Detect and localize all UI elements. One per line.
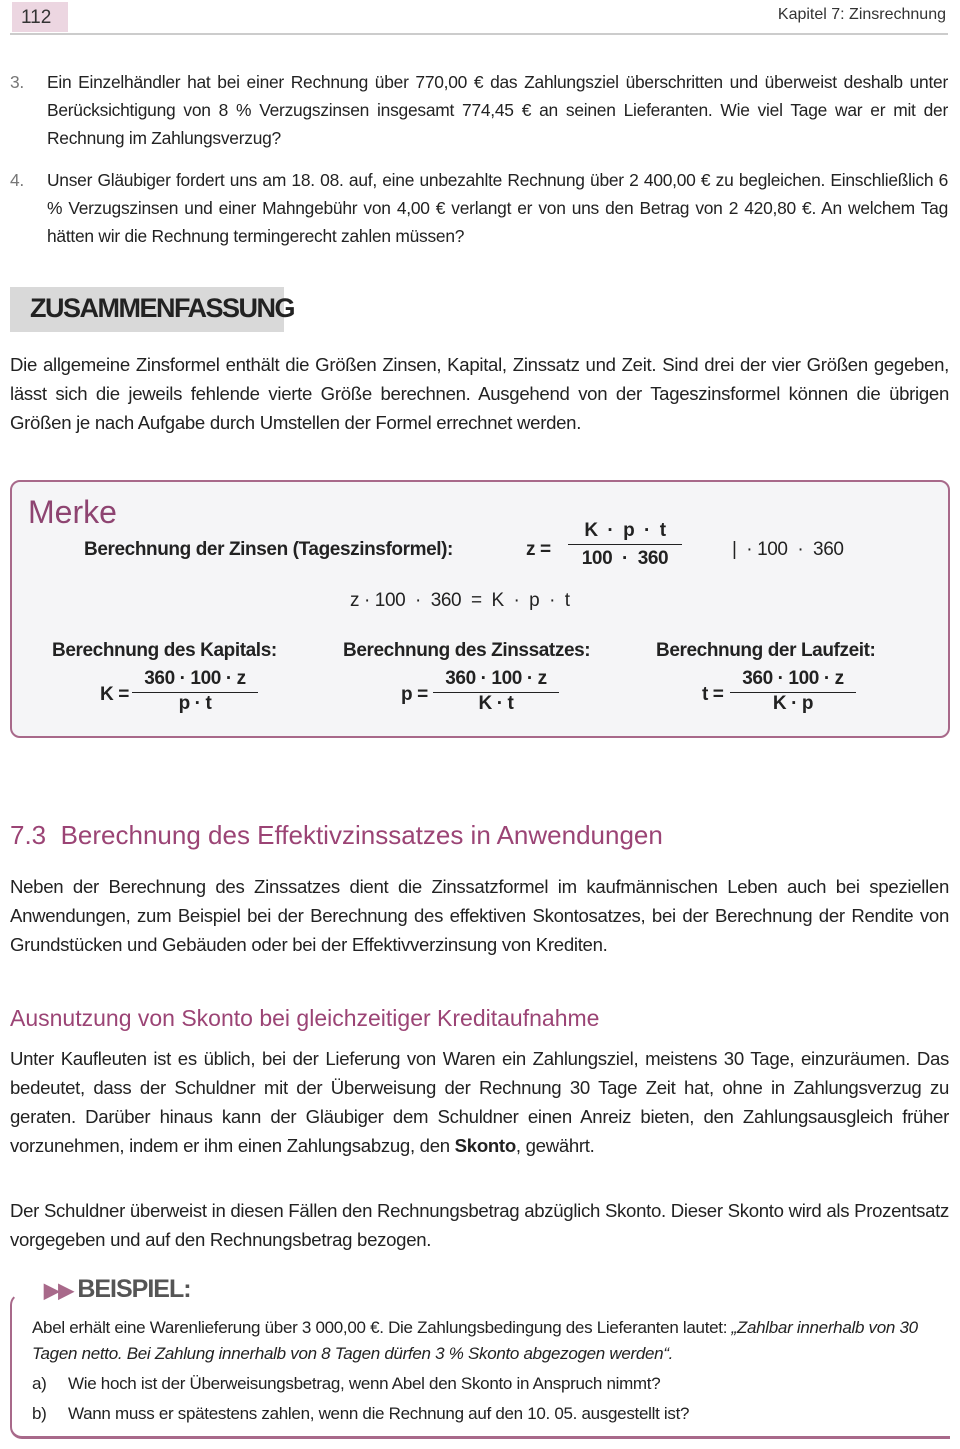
merke-title: Merke bbox=[28, 494, 117, 530]
beispiel-box bbox=[10, 1275, 950, 1442]
chapter-title: Kapitel 7: Zinsrechnung bbox=[777, 6, 946, 23]
zinsen-label: Berechnung der Zinsen (Tageszinsformel): bbox=[84, 539, 453, 560]
fraction-numerator: 360 · 100 · z bbox=[730, 668, 856, 693]
question-a bbox=[32, 1371, 952, 1397]
laufzeit-label: Berechnung der Laufzeit: bbox=[656, 640, 876, 661]
header-divider bbox=[10, 33, 948, 35]
question-label: b) bbox=[32, 1404, 47, 1423]
section-heading: 7.3 Berechnung des Effektivzinssatzes in Anwendungen bbox=[10, 820, 663, 850]
beispiel-title bbox=[38, 1275, 197, 1304]
task-number: 4. bbox=[10, 170, 25, 190]
page-number: 112 bbox=[12, 2, 68, 32]
skonto-paragraph-1 bbox=[10, 1044, 949, 1160]
fraction-numerator: K · p · t bbox=[568, 520, 682, 545]
zinssatz-lhs: p = bbox=[401, 684, 428, 705]
rearranged-formula: z · 100 · 360 = K · p · t bbox=[350, 590, 570, 611]
multiplier: | · 100 · 360 bbox=[732, 539, 844, 560]
task-4 bbox=[10, 166, 948, 250]
summary-text: Die allgemeine Zinsformel enthält die Größen Zinsen, Kapital, Zinssatz und Zeit. Sind drei der vier Größen gegeben, lässt sich die jeweils fehlende vierte Größe berechnen. Ausgehend von der Tageszinsformel können die übrigen Größen je nach Aufgabe durch Umstellen der Formel errechnet werden. bbox=[10, 354, 949, 433]
kapital-lhs: K = bbox=[100, 684, 129, 705]
fraction-denominator: 100 · 360 bbox=[581, 548, 669, 569]
fraction-denominator: p · t bbox=[178, 693, 212, 714]
fraction-numerator: 360 · 100 · z bbox=[433, 668, 559, 693]
merke-box bbox=[10, 480, 950, 738]
fraction-denominator: K · t bbox=[478, 693, 514, 714]
kapital-fraction bbox=[132, 668, 258, 715]
zinssatz-label: Berechnung des Zinssatzes: bbox=[343, 640, 591, 661]
task-text: Unser Gläubiger fordert uns am 18. 08. auf, eine unbezahlte Rechnung über 2 400,00 € zu begleichen. Einschließlich 6 % Verzugszinsen und einer Mahngebühr von 4,00 € verlangt er von uns den Betrag von 2 420,80 €. An welchem Tag hätten wir die Rechnung termingerecht zahlen müssen? bbox=[47, 170, 948, 246]
laufzeit-lhs: t = bbox=[702, 684, 724, 705]
fraction-denominator: K · p bbox=[772, 693, 814, 714]
tageszins-fraction bbox=[568, 520, 682, 570]
question-b bbox=[32, 1401, 952, 1427]
summary-heading: ZUSAMMENFASSUNG bbox=[10, 287, 284, 332]
beispiel-text bbox=[32, 1315, 952, 1367]
task-text: Ein Einzelhändler hat bei einer Rechnung über 770,00 € das Zahlungsziel überschritten und überweist deshalb unter Berücksichtigung von 8 % Verzugszinsen insgesamt 774,45 € an seinen Lieferanten. Wie viel Tage war er mit der Rechnung im Zahlungsverzug? bbox=[47, 72, 948, 148]
text: Unter Kaufleuten ist es üblich, bei der Lieferung von Waren ein Zahlungsziel, meistens 30 Tage, einzuräumen. Das bedeutet, dass der Schuldner mit der Überweisung der Rechnung 30 Tage Zeit hat, ohne in Zahlungsverzug zu geraten. Darüber hinaus kann der Gläubiger dem Schuldner einen Anreiz bieten, den Zahlungsausgleich früher vorzunehmen, indem er ihm einen Zahlungsabzug, den bbox=[10, 1048, 949, 1156]
laufzeit-fraction bbox=[730, 668, 856, 715]
section-intro: Neben der Berechnung des Zinssatzes dient die Zinssatzformel im kaufmännischen Leben auch bei speziellen Anwendungen, zum Beispiel bei der Berechnung des effektiven Skontosatzes, bei der Berechnung der Rendite von Grundstücken und Gebäuden oder bei der Effektivverzinsung von Krediten. bbox=[10, 876, 949, 955]
zinssatz-fraction bbox=[433, 668, 559, 715]
text: , gewährt. bbox=[515, 1135, 595, 1156]
payment-terms-quote: „Zahlbar innerhalb von 30 Tagen netto. Bei Zahlung innerhalb von 8 Tagen dürfen 3 % Skonto abgezogen werden“. bbox=[32, 1318, 918, 1363]
question-text: Wie hoch ist der Überweisungsbetrag, wenn Abel den Skonto in Anspruch nimmt? bbox=[68, 1374, 661, 1393]
skonto-paragraph-2: Der Schuldner überweist in diesen Fällen den Rechnungsbetrag abzüglich Skonto. Dieser Skonto wird als Prozentsatz vorgegeben und auf den Rechnungsbetrag bezogen. bbox=[10, 1200, 949, 1250]
task-number: 3. bbox=[10, 72, 25, 92]
question-text: Wann muss er spätestens zahlen, wenn die Rechnung auf den 10. 05. ausgestellt ist? bbox=[68, 1404, 690, 1423]
text: Abel erhält eine Warenlieferung über 3 000,00 €. Die Zahlungsbedingung des Lieferanten lautet: bbox=[32, 1318, 732, 1337]
double-arrow-icon: ▶▶ bbox=[44, 1280, 78, 1302]
skonto-heading: Ausnutzung von Skonto bei gleichzeitiger Kreditaufnahme bbox=[10, 1005, 600, 1031]
z-equals: z = bbox=[526, 539, 551, 560]
question-label: a) bbox=[32, 1374, 47, 1393]
fraction-numerator: 360 · 100 · z bbox=[132, 668, 258, 693]
skonto-term: Skonto bbox=[454, 1135, 516, 1156]
title-text: BEISPIEL: bbox=[77, 1275, 191, 1303]
kapital-label: Berechnung des Kapitals: bbox=[52, 640, 277, 661]
task-3 bbox=[10, 68, 948, 152]
